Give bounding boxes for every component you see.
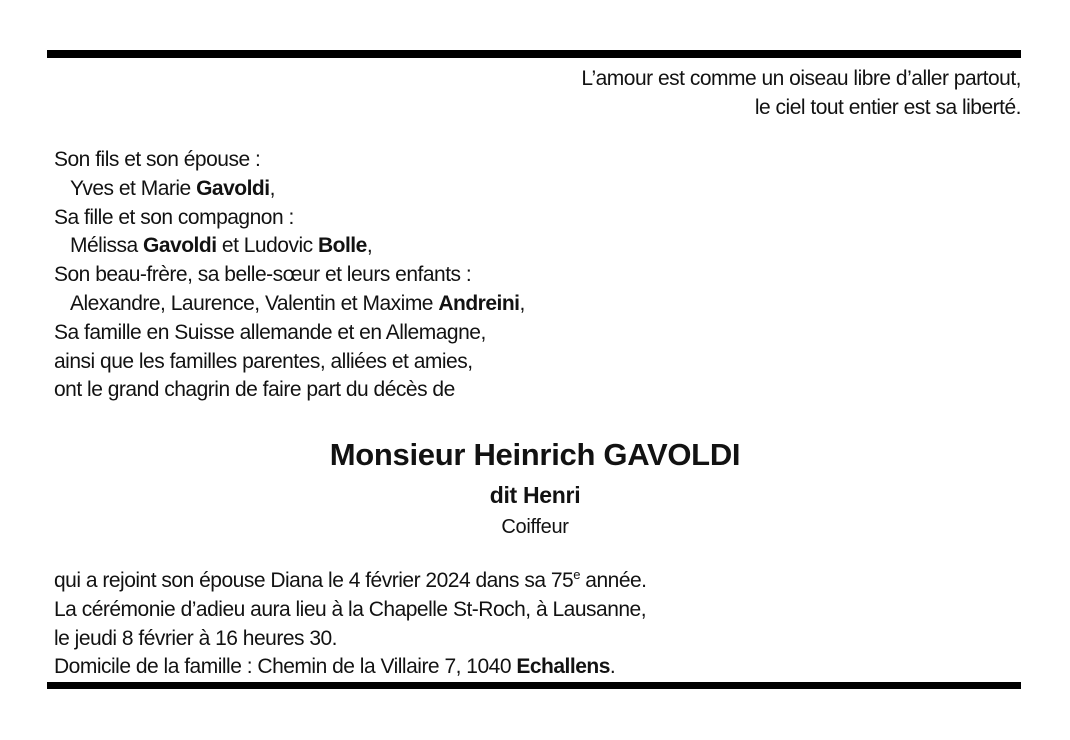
text-segment: . <box>609 655 616 679</box>
text-line <box>54 261 525 290</box>
text-segment: Bolle <box>317 234 367 258</box>
epigraph-line: le ciel tout entier est sa liberté. <box>754 96 1021 119</box>
text-line <box>54 146 525 175</box>
text-segment: La cérémonie d’adieu aura lieu à la Chapelle St-Roch, à Lausanne, <box>54 597 647 621</box>
text-line <box>54 204 525 233</box>
text-segment: Sa fille et son compagnon : <box>54 205 294 229</box>
text-segment: , <box>366 234 373 258</box>
text-line <box>54 653 647 682</box>
deceased-alias: dit Henri <box>489 482 581 508</box>
text-line <box>54 567 647 596</box>
text-line <box>54 348 525 377</box>
text-segment: Andreini <box>438 291 520 315</box>
text-segment: Sa famille en Suisse allemande et en Allemagne, <box>54 320 486 344</box>
text-line <box>54 625 647 654</box>
text-segment: le jeudi 8 février à 16 heures 30. <box>54 626 338 650</box>
text-segment: Son fils et son épouse : <box>54 148 261 171</box>
deceased-block <box>0 437 1070 539</box>
text-segment: Alexandre, Laurence, Valentin et Maxime <box>70 291 439 315</box>
text-line <box>54 596 647 625</box>
top-rule <box>47 50 1021 58</box>
text-segment: année. <box>579 569 647 592</box>
text-segment: ainsi que les familles parentes, alliées et amies, <box>54 349 473 373</box>
text-line <box>54 175 525 204</box>
text-line <box>54 376 525 405</box>
text-segment: Echallens <box>516 655 610 679</box>
deceased-profession: Coiffeur <box>501 516 569 538</box>
text-segment: Domicile de la famille : Chemin de la Villaire 7, 1040 <box>54 655 517 679</box>
family-lines-block <box>54 146 525 405</box>
text-line <box>54 290 525 319</box>
epigraph-line: L’amour est comme un oiseau libre d’aller partout, <box>581 67 1021 90</box>
deceased-name: Monsieur Heinrich GAVOLDI <box>329 437 741 472</box>
details-lines-block <box>54 567 647 682</box>
text-segment: , <box>519 291 525 315</box>
text-segment: Mélissa <box>70 234 144 258</box>
text-segment: e <box>573 567 580 582</box>
text-line <box>54 319 525 348</box>
text-line <box>54 232 525 261</box>
text-segment: ont le grand chagrin de faire part du décès de <box>54 378 455 402</box>
bottom-rule <box>47 682 1021 689</box>
text-segment: , <box>269 176 275 200</box>
text-segment: qui a rejoint son épouse Diana le 4 février 2024 dans sa 75 <box>54 569 574 592</box>
text-segment: et Ludovic <box>216 234 318 258</box>
text-segment: Gavoldi <box>196 176 270 200</box>
text-segment: Son beau-frère, sa belle-sœur et leurs enfants : <box>54 263 472 287</box>
text-segment: Gavoldi <box>143 234 217 258</box>
epigraph <box>581 64 1021 122</box>
text-segment: Yves et Marie <box>70 176 197 200</box>
